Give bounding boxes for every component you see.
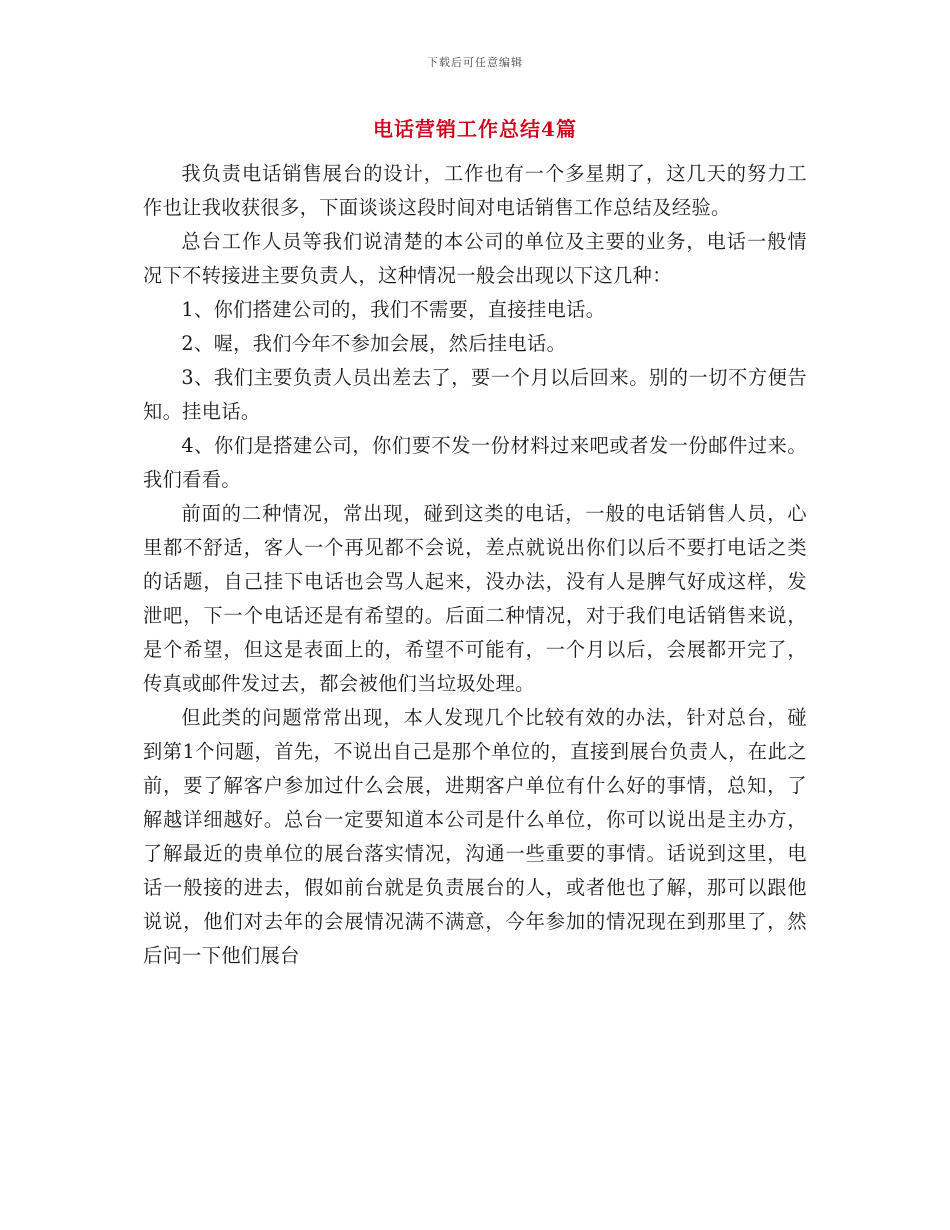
paragraph-case-4: 4、你们是搭建公司，你们要不发一份材料过来吧或者发一份邮件过来。我们看看。: [143, 434, 807, 491]
paragraph-intro: 我负责电话销售展台的设计，工作也有一个多星期了，这几天的努力工作也让我收获很多，下面谈谈这段时间对电话销售工作总结及经验。: [143, 162, 807, 219]
document-title: 电话营销工作总结4篇: [373, 117, 577, 141]
document-body: [143, 157, 807, 973]
paragraph-case-3: 3、我们主要负责人员出差去了，要一个月以后回来。别的一切不方便告知。挂电话。: [143, 366, 807, 423]
header-note: 下载后可任意编辑: [427, 56, 523, 69]
paragraph-case-1: 1、你们搭建公司的，我们不需要，直接挂电话。: [181, 298, 606, 321]
paragraph-situations: 总台工作人员等我们说清楚的本公司的单位及主要的业务，电话一般情况下不转接进主要负责人，这种情况一般会出现以下这几种：: [143, 230, 807, 287]
paragraph-case-2: 2、喔，我们今年不参加会展，然后挂电话。: [181, 332, 567, 355]
paragraph-analysis: 前面的二种情况，常出现，碰到这类的电话，一般的电话销售人员，心里都不舒适，客人一个再见都不会说，差点就说出你们以后不要打电话之类的话题，自己挂下电话也会骂人起来，没办法，没有人是脾气好成这样，发泄吧，下一个电话还是有希望的。后面二种情况，对于我们电话销售来说，是个希望，但这是表面上的，希望不可能有，一个月以后，会展都开完了，传真或邮件发过去，都会被他们当垃圾处理。: [143, 502, 807, 695]
paragraph-methods: 但此类的问题常常出现，本人发现几个比较有效的办法，针对总台，碰到第1个问题，首先，不说出自己是那个单位的，直接到展台负责人，在此之前，要了解客户参加过什么会展，进期客户单位有什么好的事情，总知，了解越详细越好。总台一定要知道本公司是什么单位，你可以说出是主办方，了解最近的贵单位的展台落实情况，沟通一些重要的事情。话说到这里，电话一般接的进去，假如前台就是负责展台的人，或者他也了解，那可以跟他说说，他们对去年的会展情况满不满意，今年参加的情况现在到那里了，然后问一下他们展台: [143, 706, 807, 967]
